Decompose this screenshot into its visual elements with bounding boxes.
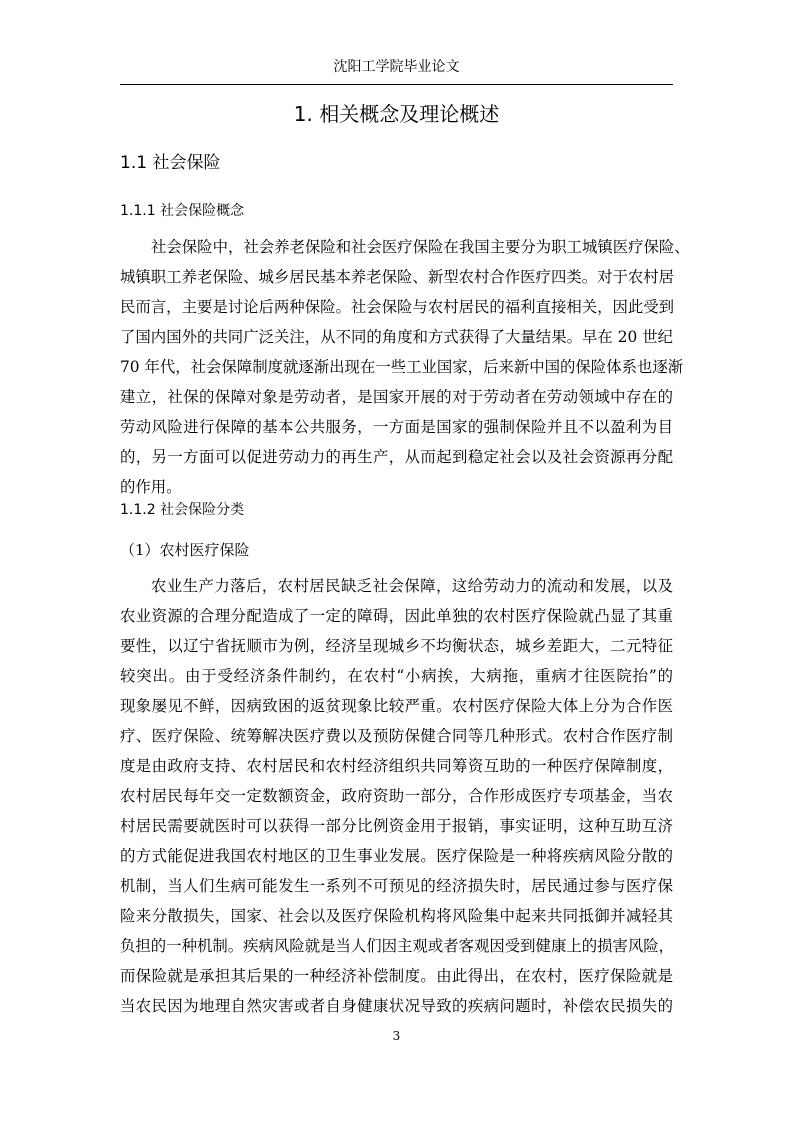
paragraph-line: 险来分散损失，国家、社会以及医疗保险机构将风险集中起来共同抵御并减轻其 (120, 907, 673, 925)
paragraph-line: 度是由政府支持、农村居民和农村经济组织共同筹资互助的一种医疗保障制度， (120, 757, 673, 775)
paragraph-line: 劳动风险进行保障的基本公共服务，一方面是国家的强制保险并且不以盈利为目 (120, 418, 673, 436)
paragraph-line: 要性，以辽宁省抚顺市为例，经济呈现城乡不均衡状态，城乡差距大，二元特征 (120, 637, 673, 655)
paragraph-line: 较突出。由于受经济条件制约，在农村“小病挨，大病拖，重病才往医院抬”的 (120, 667, 673, 685)
paragraph-social-insurance-concept (120, 232, 690, 502)
paragraph-line: 的，另一方面可以促进劳动力的再生产，从而起到稳定社会以及社会资源再分配 (120, 448, 673, 466)
paragraph-line: 机制，当人们生病可能发生一系列不可预见的经济损失时，居民通过参与医疗保 (120, 877, 673, 895)
paragraph-line: 而保险就是承担其后果的一种经济补偿制度。由此得出，在农村，医疗保险就是 (120, 967, 673, 985)
paragraph-line: 疗、医疗保险、统筹解决医疗费以及预防保健合同等几种形式。农村合作医疗制 (120, 727, 673, 745)
header-rule (120, 84, 673, 85)
paragraph-line: 的方式能促进我国农村地区的卫生事业发展。医疗保险是一种将疾病风险分散的 (120, 847, 673, 865)
page-number: 3 (392, 1029, 401, 1043)
paragraph-line: 村居民需要就医时可以获得一部分比例资金用于报销，事实证明，这种互助互济 (120, 817, 673, 835)
paragraph-line: 社会保险中，社会养老保险和社会医疗保险在我国主要分为职工城镇医疗保险、 (151, 238, 690, 256)
paragraph-line: 了国内国外的共同广泛关注，从不同的角度和方式获得了大量结果。早在 20 世纪 (120, 328, 673, 346)
paragraph-line: 负担的一种机制。疾病风险就是当人们因主观或者客观因受到健康上的损害风险， (120, 937, 675, 955)
paragraph-line: 现象屡见不鲜，因病致困的返贫现象比较严重。农村医疗保险大体上分为合作医 (120, 697, 673, 715)
chapter-title: 1. 相关概念及理论概述 (293, 102, 500, 126)
paragraph-line: 建立，社保的保障对象是劳动者，是国家开展的对于劳动者在劳动领域中存在的 (120, 388, 673, 406)
item-title-rural-medical-insurance: （1）农村医疗保险 (120, 541, 250, 559)
subsection-title-1-1-1: 1.1.1 社会保险概念 (120, 203, 245, 219)
paragraph-line: 的作用。 (120, 478, 182, 496)
running-header: 沈阳工学院毕业论文 (333, 59, 460, 75)
paragraph-line: 城镇职工养老保险、城乡居民基本养老保险、新型农村合作医疗四类。对于农村居 (120, 268, 675, 286)
paragraph-line: 农村居民每年交一定数额资金，政府资助一部分，合作形成医疗专项基金，当农 (120, 787, 673, 805)
section-title: 1.1 社会保险 (120, 153, 221, 173)
subsection-title-1-1-2: 1.1.2 社会保险分类 (120, 502, 245, 518)
paragraph-line: 民而言，主要是讨论后两种保险。社会保险与农村居民的福利直接相关，因此受到 (120, 298, 675, 316)
paragraph-rural-medical-insurance (120, 571, 673, 1021)
paragraph-line: 当农民因为地理自然灾害或者自身健康状况导致的疾病问题时，补偿农民损失的 (120, 997, 673, 1015)
paragraph-line: 农业生产力落后，农村居民缺乏社会保障，这给劳动力的流动和发展，以及 (151, 577, 673, 595)
paragraph-line: 农业资源的合理分配造成了一定的障碍，因此单独的农村医疗保险就凸显了其重 (120, 607, 673, 625)
paragraph-line: 70 年代，社会保障制度就逐渐出现在一些工业国家，后来新中国的保险体系也逐渐 (120, 358, 684, 376)
